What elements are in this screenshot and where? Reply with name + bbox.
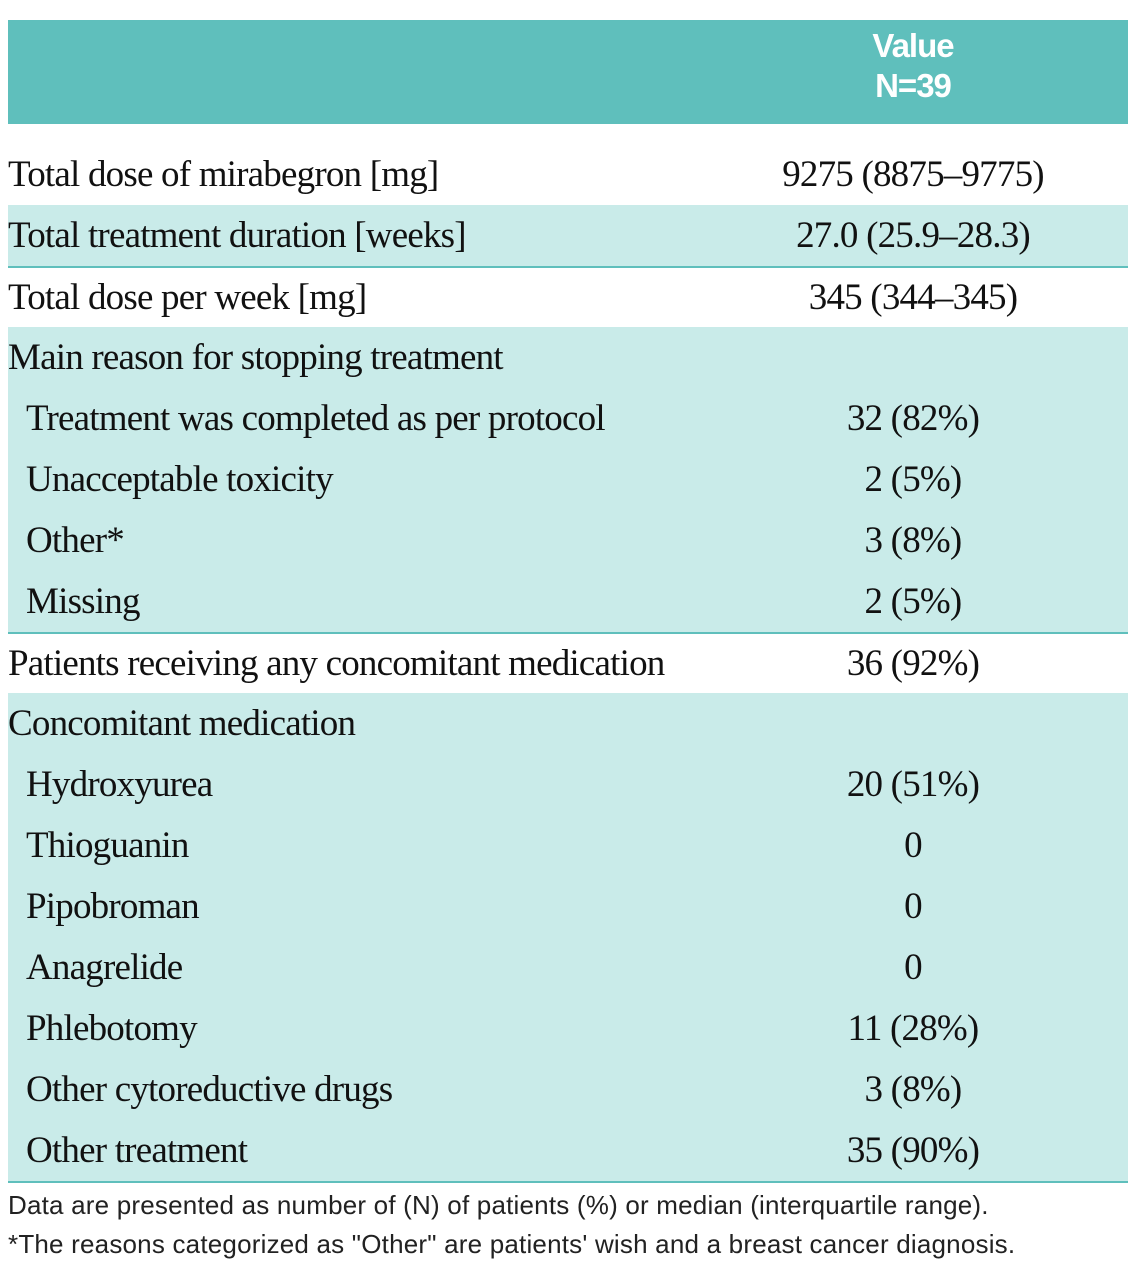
row-label: Other* xyxy=(26,520,124,561)
table-row-treatment-duration xyxy=(8,205,1128,268)
table-row-anagrelide xyxy=(8,937,1128,998)
table-footnote xyxy=(8,1186,1132,1264)
row-label: Other cytoreductive drugs xyxy=(26,1069,393,1110)
table-body xyxy=(8,144,1128,1183)
row-value: 20 (51%) xyxy=(846,764,980,805)
row-value: 11 (28%) xyxy=(847,1008,979,1049)
row-value: 0 xyxy=(904,947,922,988)
table-row-total-dose xyxy=(8,144,1128,205)
table-row-phlebotomy xyxy=(8,998,1128,1059)
row-label: Unacceptable toxicity xyxy=(26,459,333,500)
table-row-concomitant-heading xyxy=(8,693,1128,754)
table-row-thioguanin xyxy=(8,815,1128,876)
row-value: 9275 (8875–9775) xyxy=(782,154,1044,195)
row-value: 35 (90%) xyxy=(846,1130,980,1171)
value-column-title: Value xyxy=(872,27,954,64)
value-column-n: N=39 xyxy=(875,67,951,104)
row-label: Phlebotomy xyxy=(26,1008,197,1049)
table-row-completed xyxy=(8,388,1128,449)
row-value: 27.0 (25.9–28.3) xyxy=(796,215,1030,256)
value-column-header xyxy=(768,26,1058,106)
results-table xyxy=(8,20,1128,1183)
table-row-pipobroman xyxy=(8,876,1128,937)
footnote-other-reasons: *The reasons categorized as "Other" are patients' wish and a breast cancer diagnosis. xyxy=(8,1229,1016,1259)
row-label: Main reason for stopping treatment xyxy=(8,337,503,378)
table-row-missing xyxy=(8,571,1128,634)
row-value: 2 (5%) xyxy=(864,581,962,622)
row-value: 3 (8%) xyxy=(864,520,962,561)
row-value: 0 xyxy=(904,825,922,866)
table-row-any-concomitant xyxy=(8,634,1128,693)
row-label: Total treatment duration [weeks] xyxy=(8,215,466,256)
table-header xyxy=(8,20,1128,124)
table-row-other-treatment xyxy=(8,1120,1128,1183)
row-label: Concomitant medication xyxy=(8,703,356,744)
table-row-stop-reason-heading xyxy=(8,327,1128,388)
row-label: Anagrelide xyxy=(26,947,183,988)
footnote-data-presentation: Data are presented as number of (N) of patients (%) or median (interquartile range). xyxy=(8,1190,989,1220)
row-label: Total dose per week [mg] xyxy=(8,277,367,318)
row-label: Hydroxyurea xyxy=(26,764,213,805)
table-row-dose-per-week xyxy=(8,268,1128,327)
table-row-toxicity xyxy=(8,449,1128,510)
row-label: Other treatment xyxy=(26,1130,248,1171)
table-row-other-cytoreductive xyxy=(8,1059,1128,1120)
row-value: 2 (5%) xyxy=(864,459,962,500)
row-value: 345 (344–345) xyxy=(808,277,1018,318)
row-label: Pipobroman xyxy=(26,886,199,927)
row-value: 36 (92%) xyxy=(846,643,980,684)
row-label: Total dose of mirabegron [mg] xyxy=(8,154,439,195)
row-value: 32 (82%) xyxy=(846,398,980,439)
row-label: Treatment was completed as per protocol xyxy=(26,398,605,439)
row-value: 0 xyxy=(904,886,922,927)
row-label: Patients receiving any concomitant medication xyxy=(8,643,665,684)
row-label: Missing xyxy=(26,581,140,622)
table-row-hydroxyurea xyxy=(8,754,1128,815)
table-row-other-reason xyxy=(8,510,1128,571)
row-label: Thioguanin xyxy=(26,825,189,866)
row-value: 3 (8%) xyxy=(864,1069,962,1110)
